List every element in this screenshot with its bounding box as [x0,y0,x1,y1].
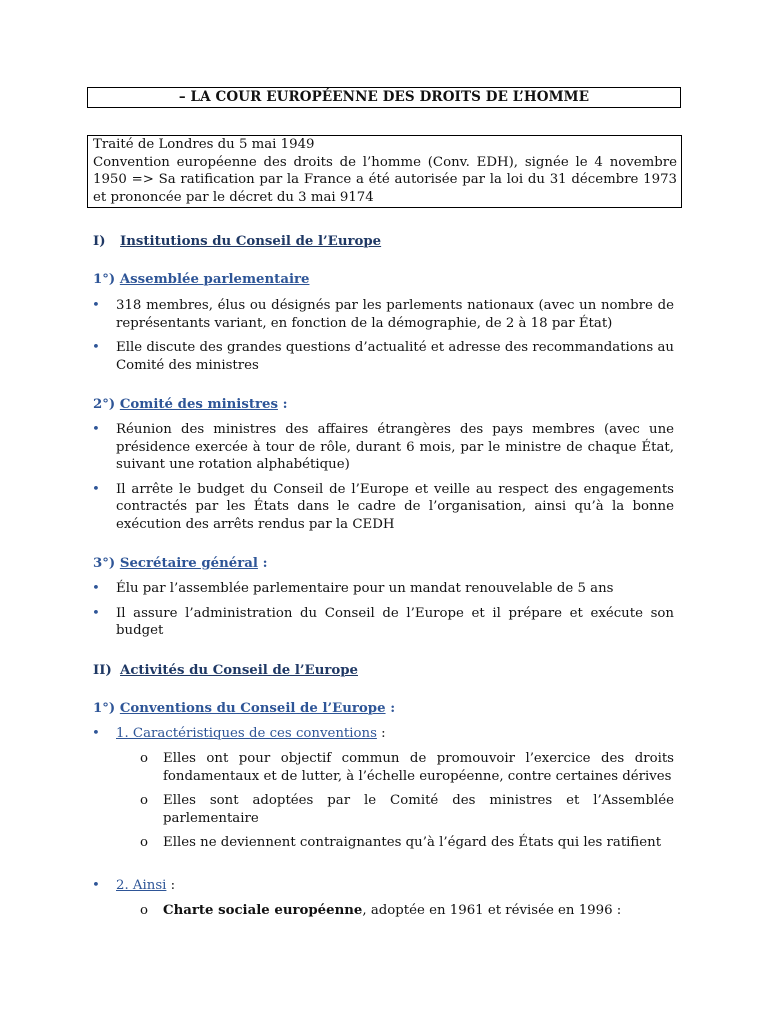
list-item: • Réunion des ministres des affaires étrangères des pays membres (avec une présidence exercée à tour de rôle, durant 6 mois, par le ministre de chaque État, suivant une rotation alphabétique) [92,422,674,472]
list-item: • 318 membres, élus ou désignés par les parlements nationaux (avec un nombre de représentants variant, en fonction de la démographie, de 2 à 18 par État) [92,298,674,331]
section-heading-2: II) Activités du Conseil de l’Europe [93,663,358,678]
list-assemblee [93,297,674,374]
list-item: o Elles sont adoptées par le Comité des ministres et l’Assemblée parlementaire [140,793,674,826]
subsection-heading-conventions: 1°) Conventions du Conseil de l’Europe : [93,701,396,716]
page-title: – LA COUR EUROPÉENNE DES DROITS DE L’HOMME [87,87,681,108]
section-heading-1: I) Institutions du Conseil de l’Europe [93,234,382,249]
list-item: o Elles ne deviennent contraignantes qu’à l’égard des États qui les ratifient [140,835,662,850]
list-item: • Élu par l’assemblée parlementaire pour un mandat renouvelable de 5 ans [92,581,614,596]
list-item: • Il assure l’administration du Conseil de l’Europe et il prépare et exécute son budget [92,605,674,638]
subsection-heading-comite: 2°) Comité des ministres : [93,397,288,412]
list-item: o Charte sociale européenne, adoptée en 1961 et révisée en 1996 : [140,903,622,918]
sub-heading-caracteristiques: • 1. Caractéristiques de ces conventions : [92,726,386,741]
subsection-heading-assemblee: 1°) Assemblée parlementaire [93,272,310,287]
list-secretaire [93,580,674,640]
subsection-heading-secretaire: 3°) Secrétaire général : [93,556,268,571]
list-item: o Elles ont pour objectif commun de promouvoir l’exercice des droits fondamentaux et de lutter, à l’échelle européenne, contre certaines dérives [140,751,674,784]
list-ainsi [93,877,674,895]
info-box [87,135,682,208]
treaty-line: Traité de Londres du 5 mai 1949 [93,137,315,152]
list-comite [93,421,674,533]
convention-paragraph: Convention européenne des droits de l’homme (Conv. EDH), signée le 4 novembre 1950 => Sa ratification par la France a été autorisée par la loi du 31 décembre 1973 et prononcée par le décret du 3 mai 9174 [93,154,677,205]
list-caracteristiques [140,750,674,852]
list-item: • Il arrête le budget du Conseil de l’Europe et veille au respect des engagements contractés par les États dans le cadre de l’organisation, ainsi qu’à la bonne exécution des arrêts rendus par la CEDH [92,481,674,532]
list-charte [140,902,674,920]
list-conventions [93,725,674,743]
list-item: • Elle discute des grandes questions d’actualité et adresse des recommandations au Comité des ministres [92,340,674,373]
sub-heading-ainsi: • 2. Ainsi : [92,878,176,893]
